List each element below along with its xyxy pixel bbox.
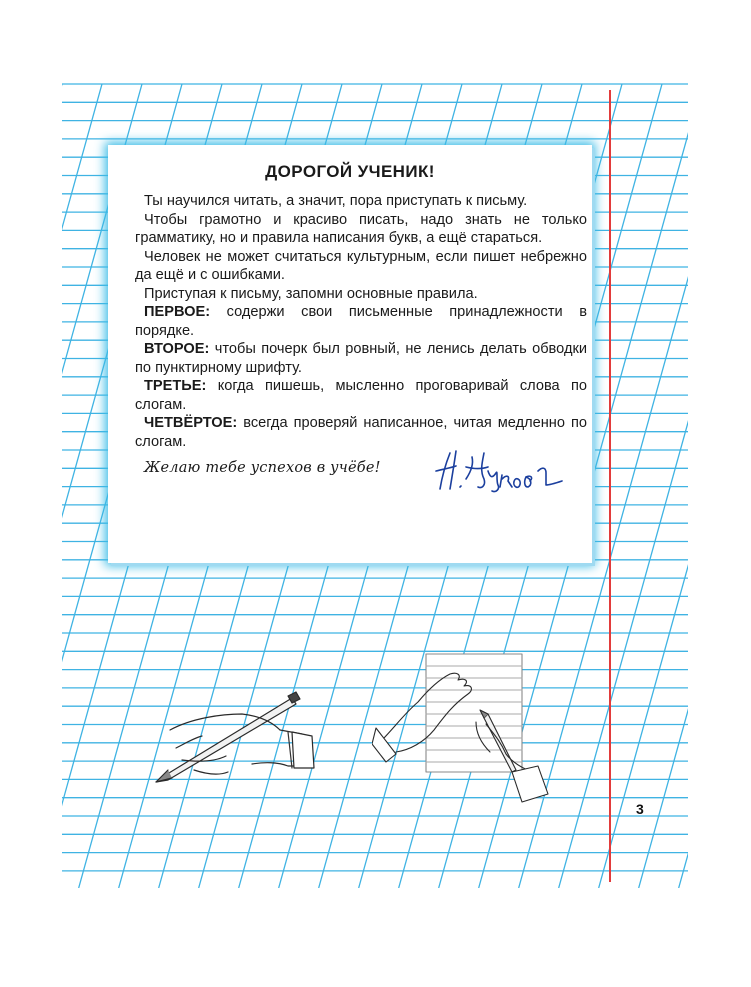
rule-label: ТРЕТЬЕ: xyxy=(144,378,207,394)
hands-writing-on-lined-paper-illustration xyxy=(372,644,572,814)
paragraph-text: Ты научился читать, а значит, пора приступать к письму. xyxy=(144,193,528,209)
letter-paragraph xyxy=(135,192,587,211)
paragraph-text: содержи свои письменные принадлежности в порядке. xyxy=(135,304,587,339)
rule-label: ПЕРВОЕ: xyxy=(144,304,211,320)
rule-label: ЧЕТВЁРТОЕ: xyxy=(144,415,238,431)
letter-closing: Желаю тебе успехов в учёбе! xyxy=(144,460,381,476)
grid-slanted-line xyxy=(0,84,62,888)
hand-holding-pen-illustration xyxy=(142,690,322,790)
letter-title: ДОРОГОЙ УЧЕНИК! xyxy=(265,162,435,181)
rule-label: ВТОРОЕ: xyxy=(144,341,210,357)
letter-paragraph xyxy=(135,248,587,285)
paragraph-text: чтобы почерк был ровный, не ленись делать обводки по пунктирному шрифту. xyxy=(135,341,587,376)
red-margin-line xyxy=(609,90,611,882)
letter-body xyxy=(135,192,587,451)
grid-slanted-line xyxy=(679,84,751,888)
page-number: 3 xyxy=(636,801,644,817)
paragraph-text: Человек не может считаться культурным, если пишет небрежно да ещё и с ошибками. xyxy=(135,248,587,283)
paragraph-text: Чтобы грамотно и красиво писать, надо знать не только грамматику, но и правила написания букв, а ещё стараться. xyxy=(135,211,587,246)
letter-paragraph xyxy=(135,211,587,248)
letter-paragraph xyxy=(135,303,587,340)
paragraph-text: всегда проверяй написанное, читая медленно по слогам. xyxy=(135,415,588,450)
letter-paragraph xyxy=(135,285,587,304)
paragraph-text: когда пишешь, мысленно проговаривай слова по слогам. xyxy=(135,378,587,413)
author-signature xyxy=(426,441,576,501)
letter-paragraph xyxy=(135,377,587,414)
welcome-letter-card xyxy=(108,145,592,563)
letter-paragraph xyxy=(135,340,587,377)
paragraph-text: Приступая к письму, запомни основные правила. xyxy=(144,285,478,302)
